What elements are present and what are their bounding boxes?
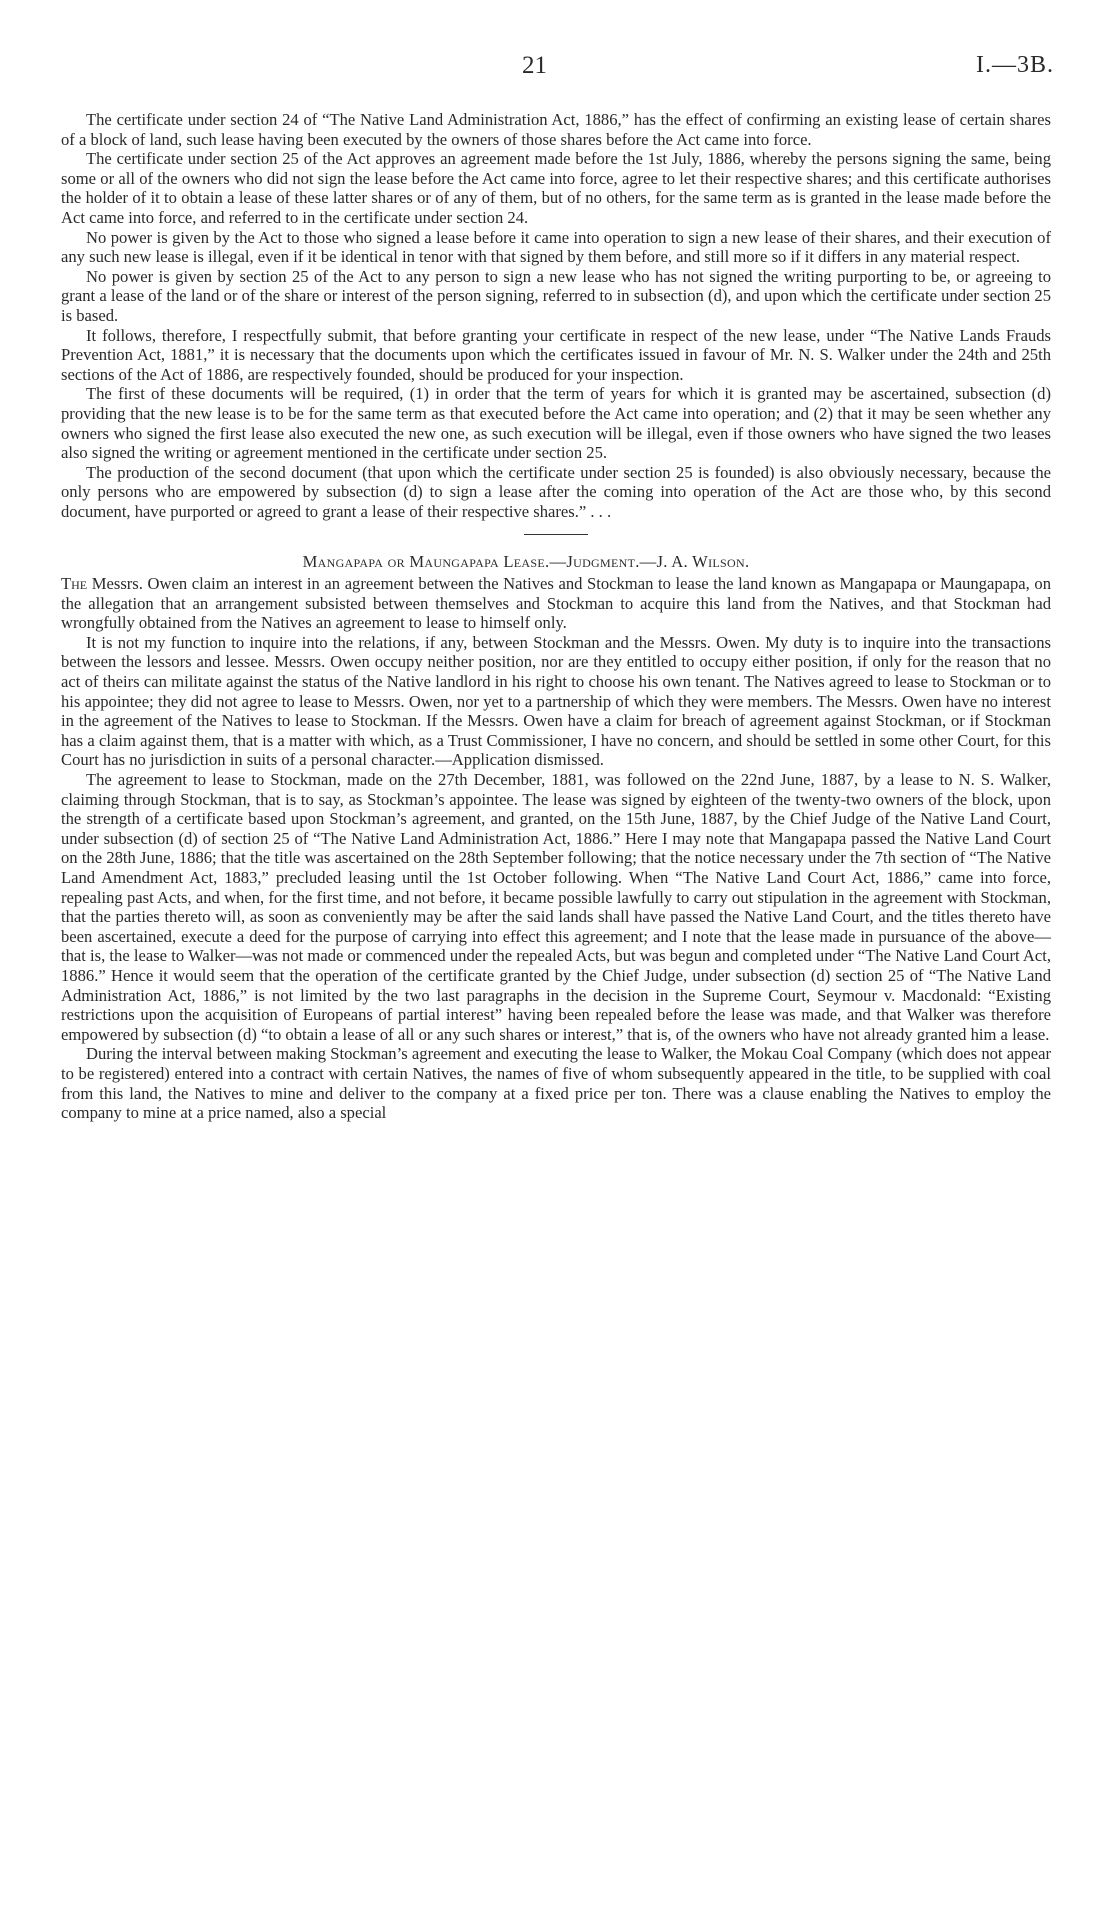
paragraph: The certificate under section 24 of “The Native Land Administration Act, 1886,” has the effect of confirming an existing lease of certain shares of a block of land, such lease having been executed by the owners of those shares before the Act came into force. xyxy=(61,110,1051,149)
paragraph: The agreement to lease to Stockman, made on the 27th December, 1881, was followed on the 22nd June, 1887, by a lease to N. S. Walker, claiming through Stockman, that is to say, as Stockman’s appointee. The lease was signed by eighteen of the twenty-two owners of the block, upon the strength of a certificate based upon Stockman’s agreement, and granted, on the 15th June, 1887, by the Chief Judge of the Native Land Court, under subsection (d) of section 25 of “The Native Land Administration Act, 1886.” Here I may note that Mangapapa passed the Native Land Court on the 28th June, 1886; that the title was ascertained on the 28th September following; that the notice necessary under the 7th section of “The Native Land Amendment Act, 1883,” precluded leasing until the 1st October following. When “The Native Land Court Act, 1886,” came into force, repealing past Acts, and when, for the first time, and not before, it became possible lawfully to carry out stipulation in the agreement with Stockman, that the parties thereto will, as soon as conveniently may be after the said lands shall have passed the Native Land Court, and the titles thereto have been ascertained, execute a deed for the purpose of carrying into effect this agreement; and I note that the lease made in pursuance of the above—that is, the lease to Walker—was not made or commenced under the repealed Acts, but was begun and completed under “The Native Land Court Act, 1886.” Hence it would seem that the operation of the certificate granted by the Chief Judge, under subsection (d) section 25 of “The Native Land Administration Act, 1886,” is not limited by the two last paragraphs in the decision in the Supreme Court, Seymour v. Macdonald: “Existing restrictions upon the acquisition of Europeans of partial interest” having been repealed before the lease was made, and that Walker was therefore empowered by subsection (d) “to obtain a lease of all or any such shares or interest,” that is, of the owners who have not already granted him a lease. xyxy=(61,770,1051,1044)
paragraph: No power is given by section 25 of the Act to any person to sign a new lease who has not signed the writing purporting to be, or agreeing to grant a lease of the land or of the share or interest of the person signing, referred to in subsection (d), and upon which the certificate under section 25 is based. xyxy=(61,266,1051,325)
lead-word: The xyxy=(61,574,88,594)
paragraph: It is not my function to inquire into the relations, if any, between Stockman and the Messrs. Owen. My duty is to inquire into the transactions between the lessors and lessee. Messrs. Owen occupy neither position, nor are they entitled to occupy either position, if only for the reason that no act of theirs can militate against the status of the Native landlord in his right to choose his own tenant. The Natives agreed to lease to Stockman or to his appointee; they did not agree to lease to Messrs. Owen, nor yet to a partnership of which they were members. The Messrs. Owen have no interest in the agreement of the Natives to lease to Stockman. If the Messrs. Owen have a claim for breach of agreement against Stockman, or if Stockman has a claim against them, that is a matter with which, as a Trust Commissioner, I have no concern, and should be settled in some other Court, for this Court has no jurisdiction in suits of a personal character.—Application dismissed. xyxy=(61,632,1051,770)
paragraph: The certificate under section 25 of the Act approves an agreement made before the 1st July, 1886, whereby the persons signing the same, being some or all of the owners who did not sign the lease before the Act came into force, agree to let their respective shares; and this certificate authorises the holder of it to obtain a lease of these latter shares or of any of them, but of no others, for the same term as is granted in the lease made before the Act came into force, and referred to in the certificate under section 24. xyxy=(61,149,1051,227)
paragraph: The production of the second document (that upon which the certificate under section 25 is founded) is also obviously necessary, because the only persons who are empowered by subsection (d) to sign a lease after the coming into operation of the Act are those who, by this second document, have purported or agreed to grant a lease of their respective shares.” . . . xyxy=(61,462,1051,521)
lead-paragraph-text: Messrs. Owen claim an interest in an agreement between the Natives and Stockman to lease the land known as Mangapapa or Maungapapa, on the allegation that an arrangement subsisted between themselves and Stockman to acquire this land from the Natives, and that Stockman had wrongfully obtained from the Natives an agreement to lease to himself only. xyxy=(61,574,1051,633)
body-text xyxy=(61,110,1051,1123)
paragraph: During the interval between making Stockman’s agreement and executing the lease to Walker, the Mokau Coal Company (which does not appear to be registered) entered into a contract with certain Natives, the names of five of whom subsequently appeared in the title, to be supplied with coal from this land, the Natives to mine and deliver to the company at a fixed price per ton. There was a clause enabling the Natives to employ the company to mine at a price named, also a special xyxy=(61,1044,1051,1123)
section-heading: Mangapapa or Maungapapa Lease.—Judgment.—J. A. Wilson. xyxy=(302,552,750,572)
section-divider xyxy=(524,534,588,535)
page-header xyxy=(0,52,1114,88)
paragraph: It follows, therefore, I respectfully submit, that before granting your certificate in respect of the new lease, under “The Native Lands Frauds Prevention Act, 1881,” it is necessary that the documents upon which the certificates issued in favour of Mr. N. S. Walker under the 24th and 25th sections of the Act of 1886, are respectively founded, should be produced for your inspection. xyxy=(61,325,1051,384)
lead-paragraph xyxy=(61,574,1051,633)
paragraph: The first of these documents will be required, (1) in order that the term of years for which it is granted may be ascertained, subsection (d) providing that the new lease is to be for the same term as that executed before the Act came into operation; and (2) that it may be seen whether any owners who signed the first lease also executed the new one, as such execution will be illegal, even if those owners who have signed the two leases also signed the writing or agreement mentioned in the certificate under section 25. xyxy=(61,384,1051,463)
document-reference: I.—3B. xyxy=(976,52,1054,78)
paragraph: No power is given by the Act to those who signed a lease before it came into operation to sign a new lease of their shares, and their execution of any such new lease is illegal, even if it be identical in tenor with that signed by them before, and still more so if it differs in any material respect. xyxy=(61,227,1051,267)
page-number: 21 xyxy=(522,52,547,79)
